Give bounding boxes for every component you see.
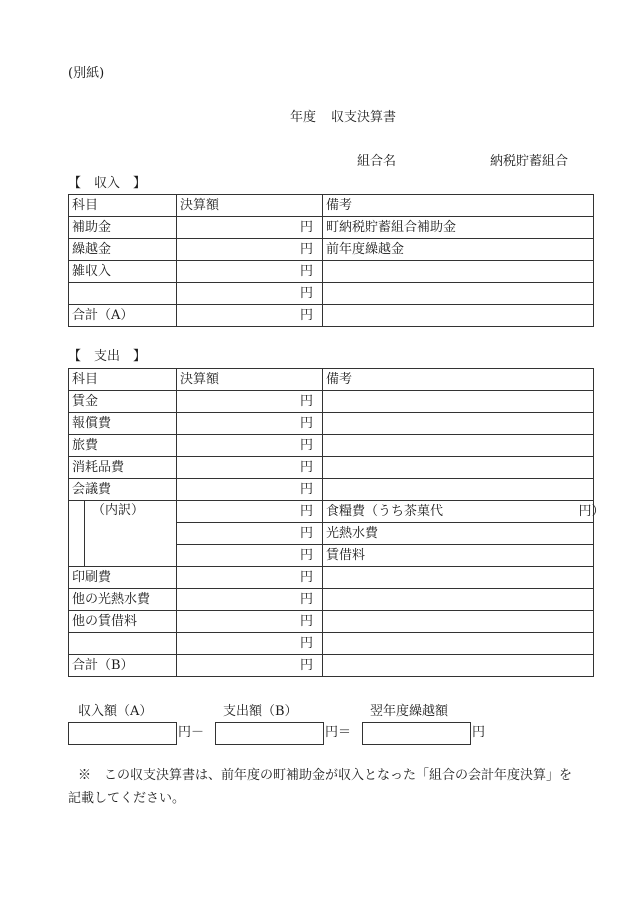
amount-cell[interactable]: 円 <box>177 633 323 655</box>
column-header: 科目 <box>69 195 177 217</box>
item-cell: 他の光熱水費 <box>69 589 177 611</box>
note-cell <box>323 305 594 327</box>
table-row <box>69 457 594 479</box>
item-cell: 印刷費 <box>69 567 177 589</box>
table-row <box>69 589 594 611</box>
item-cell: 合計（A） <box>69 305 177 327</box>
table-row <box>69 633 594 655</box>
income-table <box>68 194 594 327</box>
note-cell: 光熱水費 <box>323 523 594 545</box>
note-cell <box>323 611 594 633</box>
footnote-line-1: ※ この収支決算書は、前年度の町補助金が収入となった「組合の会計年度決算」を <box>78 768 573 783</box>
table-row <box>69 239 594 261</box>
item-cell: 報償費 <box>69 413 177 435</box>
union-name-value: 納税貯蓄組合 <box>490 154 569 169</box>
item-cell: 賃金 <box>69 391 177 413</box>
note-cell: 町納税貯蓄組合補助金 <box>323 217 594 239</box>
table-row <box>69 283 594 305</box>
amount-cell[interactable]: 円 <box>177 457 323 479</box>
table-row <box>69 479 594 501</box>
breakdown-label-cell <box>69 501 177 567</box>
table-row <box>69 435 594 457</box>
note-cell <box>323 501 605 523</box>
item-cell: 雑収入 <box>69 261 177 283</box>
column-header: 備考 <box>323 195 594 217</box>
note-cell <box>323 655 594 677</box>
income-section-label: 【 収入 】 <box>68 176 147 191</box>
expense-amount-label: 支出額（B） <box>223 704 298 719</box>
breakdown-label: （内訳） <box>92 503 145 518</box>
item-cell: 補助金 <box>69 217 177 239</box>
table-header-row <box>69 195 594 217</box>
minus-sign: 円－ <box>178 725 205 740</box>
amount-cell[interactable]: 円 <box>177 611 323 633</box>
table-row <box>69 261 594 283</box>
table-row-total <box>69 305 594 327</box>
table-row <box>69 567 594 589</box>
amount-cell[interactable]: 円 <box>177 391 323 413</box>
table-row <box>69 217 594 239</box>
amount-cell[interactable]: 円 <box>177 217 323 239</box>
amount-cell[interactable]: 円 <box>177 239 323 261</box>
carryover-amount-field[interactable] <box>362 722 471 745</box>
amount-cell[interactable]: 円 <box>177 655 323 677</box>
note-cell <box>323 261 594 283</box>
amount-cell[interactable]: 円 <box>177 413 323 435</box>
amount-cell[interactable]: 円 <box>177 589 323 611</box>
column-header: 科目 <box>69 369 177 391</box>
union-name-label: 組合名 <box>357 154 397 169</box>
attachment-label: (別紙) <box>68 66 105 81</box>
column-header: 決算額 <box>177 369 323 391</box>
document-title: 収支決算書 <box>331 110 397 125</box>
breakdown-row <box>69 501 594 523</box>
amount-cell[interactable]: 円 <box>177 501 323 523</box>
column-header: 決算額 <box>177 195 323 217</box>
note-text: 食糧費（うち茶菓代 <box>326 503 444 519</box>
item-cell <box>69 633 177 655</box>
item-cell: 消耗品費 <box>69 457 177 479</box>
breakdown-indent <box>69 501 85 566</box>
amount-cell[interactable]: 円 <box>177 305 323 327</box>
note-suffix: 円） <box>578 503 605 519</box>
note-cell: 前年度繰越金 <box>323 239 594 261</box>
table-row <box>69 413 594 435</box>
item-cell: 他の賃借料 <box>69 611 177 633</box>
amount-cell[interactable]: 円 <box>177 283 323 305</box>
note-cell <box>323 479 594 501</box>
expense-table <box>68 368 605 677</box>
note-cell <box>323 391 594 413</box>
note-cell <box>323 589 594 611</box>
footnote-line-2: 記載してください。 <box>68 791 186 806</box>
equals-sign: 円＝ <box>325 725 352 740</box>
note-cell <box>323 413 594 435</box>
income-amount-label: 収入額（A） <box>78 704 153 719</box>
amount-cell[interactable]: 円 <box>177 435 323 457</box>
table-row <box>69 611 594 633</box>
expense-amount-field[interactable] <box>215 722 324 745</box>
note-cell: 賃借料 <box>323 545 594 567</box>
item-cell <box>69 283 177 305</box>
note-cell <box>323 457 594 479</box>
amount-cell[interactable]: 円 <box>177 523 323 545</box>
item-cell: 会議費 <box>69 479 177 501</box>
amount-cell[interactable]: 円 <box>177 545 323 567</box>
amount-cell[interactable]: 円 <box>177 261 323 283</box>
item-cell: 合計（B） <box>69 655 177 677</box>
income-amount-field[interactable] <box>68 722 177 745</box>
note-cell <box>323 283 594 305</box>
item-cell: 繰越金 <box>69 239 177 261</box>
column-header: 備考 <box>323 369 594 391</box>
table-header-row <box>69 369 594 391</box>
amount-cell[interactable]: 円 <box>177 479 323 501</box>
amount-cell[interactable]: 円 <box>177 567 323 589</box>
title-prefix: 年度 <box>290 110 317 125</box>
note-cell <box>323 435 594 457</box>
table-row-total <box>69 655 594 677</box>
expense-section-label: 【 支出 】 <box>68 349 147 364</box>
note-cell <box>323 567 594 589</box>
table-row <box>69 391 594 413</box>
item-cell: 旅費 <box>69 435 177 457</box>
note-cell <box>323 633 594 655</box>
carryover-amount-label: 翌年度繰越額 <box>370 704 449 719</box>
yen-unit: 円 <box>472 725 486 740</box>
